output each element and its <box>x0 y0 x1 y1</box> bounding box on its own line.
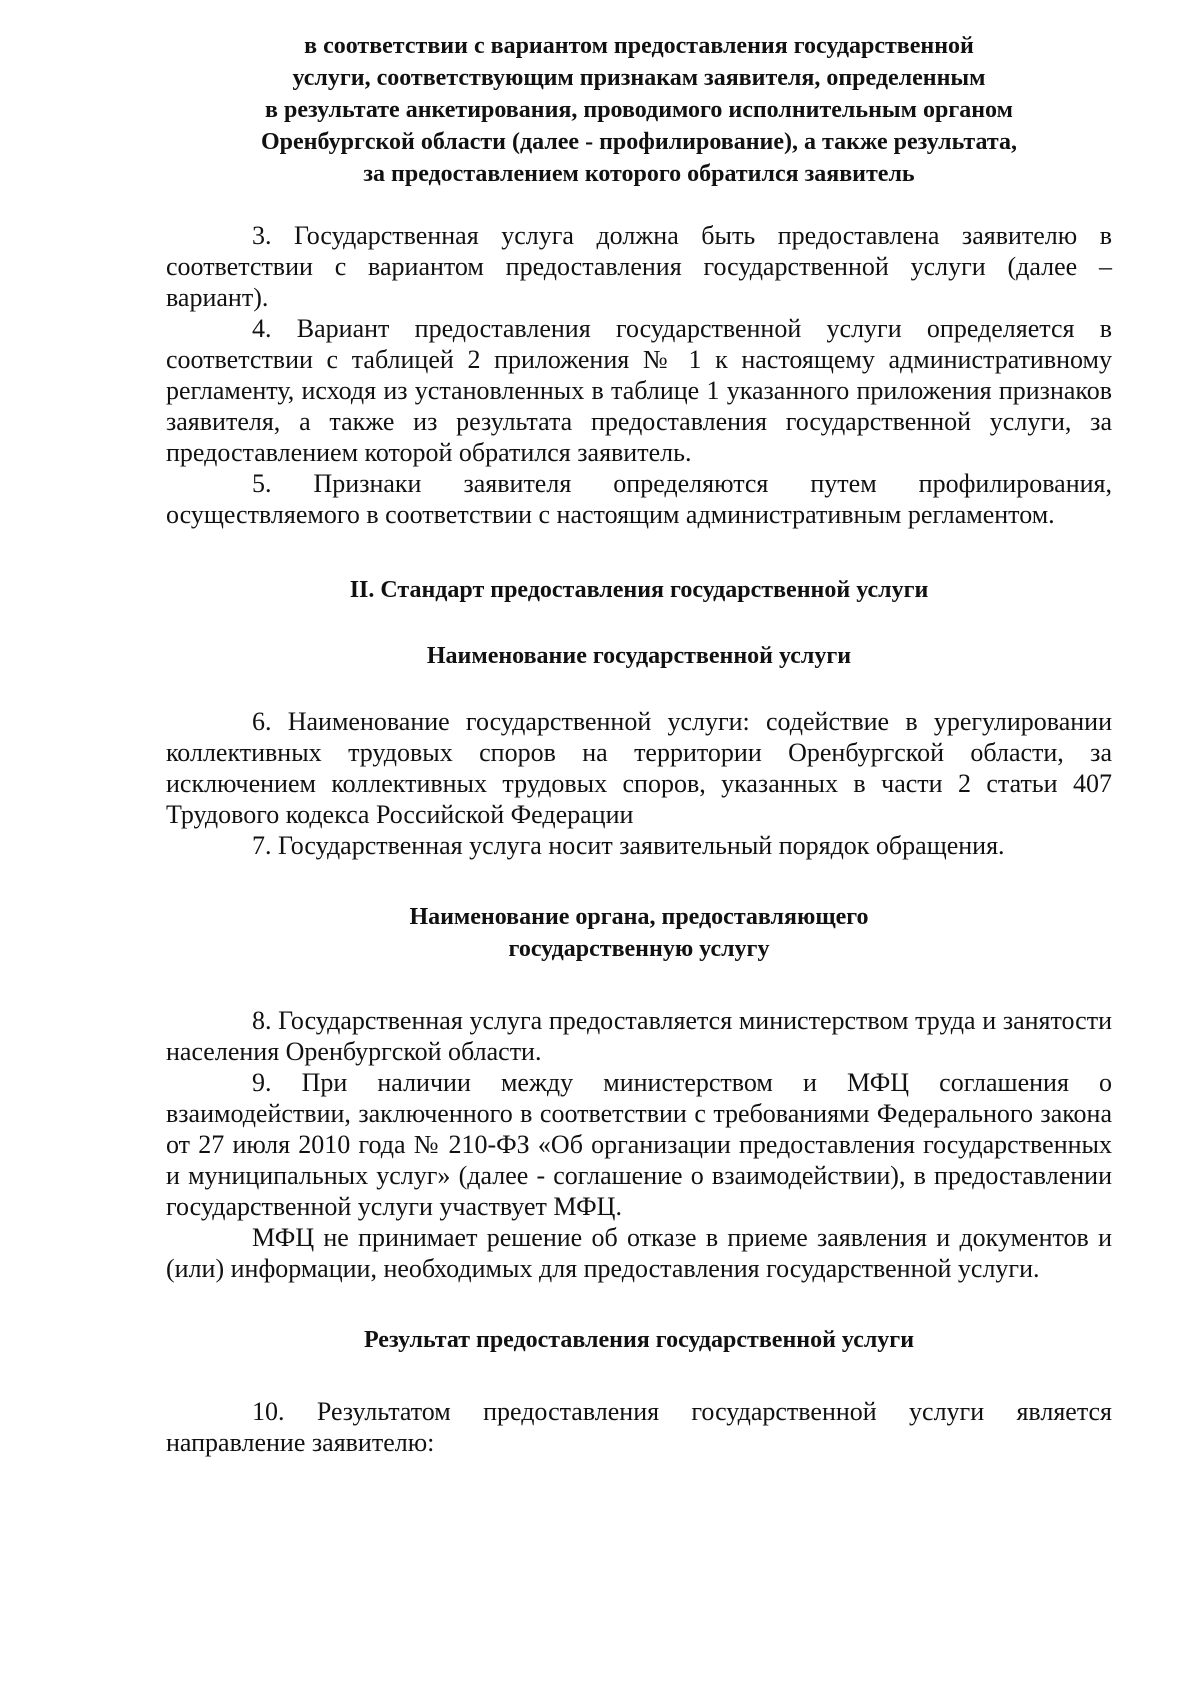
intro-heading-line: за предоставлением которого обратился заявитель <box>363 161 915 187</box>
intro-heading-line: в соответствии с вариантом предоставления государственной <box>304 33 974 59</box>
intro-heading-line: в результате анкетирования, проводимого исполнительным органом <box>265 97 1013 123</box>
paragraph-7: 7. Государственная услуга носит заявительный порядок обращения. <box>252 831 1005 860</box>
spacer <box>166 190 1112 220</box>
spacer <box>166 606 1112 640</box>
document-body <box>166 30 1112 1458</box>
spacer <box>166 965 1112 1005</box>
paragraph-8: 8. Государственная услуга предоставляется министерством труда и занятости населения Оренбургской области. <box>166 1006 1112 1066</box>
heading-organ-line: государственную услугу <box>508 936 770 962</box>
section-title: II. Стандарт предоставления государственной услуги <box>349 577 929 603</box>
intro-heading-line: услуги, соответствующим признакам заявителя, определенным <box>292 65 986 91</box>
spacer <box>166 530 1112 574</box>
heading-organ <box>166 901 1112 965</box>
paragraph-5: 5. Признаки заявителя определяются путем профилирования, осуществляемого в соответствии с настоящим административным регламентом. <box>166 469 1112 529</box>
spacer <box>166 672 1112 706</box>
spacer <box>166 1284 1112 1324</box>
paragraph-9: 9. При наличии между министерством и МФЦ соглашения о взаимодействии, заключенного в соответствии с требованиями Федерального закона от 27 июля 2010 года № 210-ФЗ «Об организации предоставления государственных и муниципальных услуг» (далее - соглашение о взаимодействии), в предоставлении государственной услуги участвует МФЦ. <box>166 1068 1112 1221</box>
spacer <box>166 861 1112 901</box>
heading-service-name: Наименование государственной услуги <box>426 643 852 669</box>
heading-organ-line: Наименование органа, предоставляющего <box>409 904 869 930</box>
paragraph-9-mfc: МФЦ не принимает решение об отказе в приеме заявления и документов и (или) информации, необходимых для предоставления государственной услуги. <box>166 1223 1112 1283</box>
paragraph-10: 10. Результатом предоставления государственной услуги является направление заявителю: <box>166 1397 1112 1457</box>
paragraph-3: 3. Государственная услуга должна быть предоставлена заявителю в соответствии с вариантом предоставления государственной услуги (далее – вариант). <box>166 221 1112 312</box>
intro-heading-line: Оренбургской области (далее - профилирование), а также результата, <box>261 129 1017 155</box>
spacer <box>166 1356 1112 1396</box>
heading-result: Результат предоставления государственной услуги <box>363 1327 915 1353</box>
intro-heading <box>166 30 1112 190</box>
paragraph-6: 6. Наименование государственной услуги: содействие в урегулировании коллективных трудовых споров на территории Оренбургской области, за исключением коллективных трудовых споров, указанных в части 2 статьи 407 Трудового кодекса Российской Федерации <box>166 707 1112 829</box>
paragraph-4: 4. Вариант предоставления государственной услуги определяется в соответствии с таблицей 2 приложения № 1 к настоящему административному регламенту, исходя из установленных в таблице 1 указанного приложения признаков заявителя, а также из результата предоставления государственной услуги, за предоставлением которой обратился заявитель. <box>166 314 1112 467</box>
